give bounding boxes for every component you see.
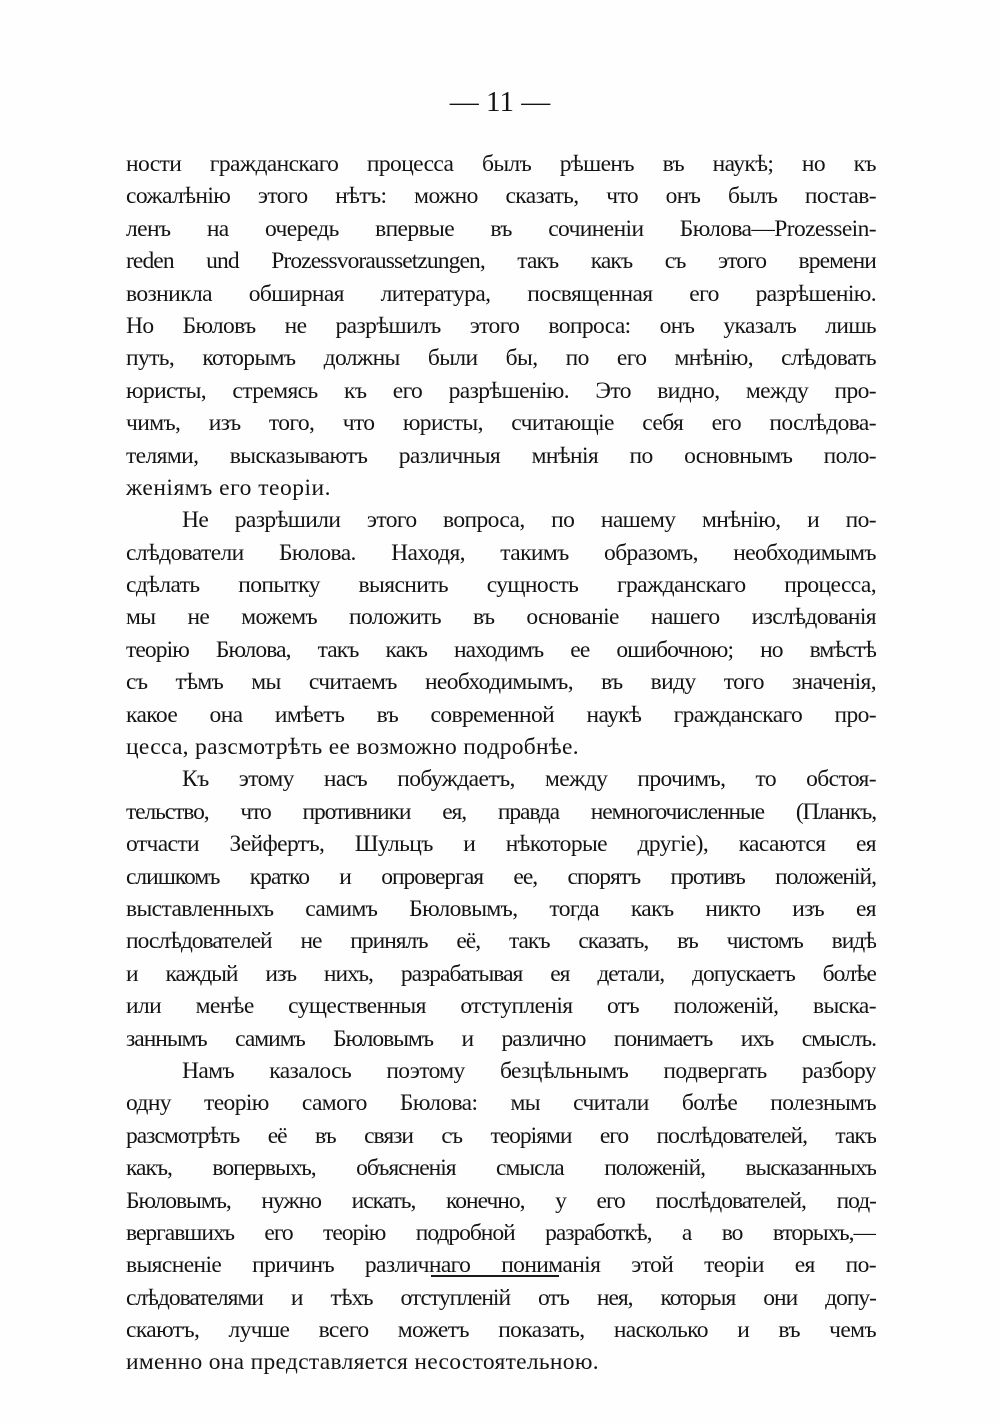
text-line: теорію Бюлова, такъ какъ находимъ ее ошибочною; но вмѣстѣ bbox=[126, 636, 876, 663]
text-line: слѣдователями и тѣхъ отступленій отъ нея, которыя они допу- bbox=[126, 1284, 876, 1311]
text-line: мы не можемъ положить въ основаніе нашего изслѣдованія bbox=[126, 604, 876, 631]
text-line: Не разрѣшили этого вопроса, по нашему мнѣнію, и по- bbox=[182, 507, 876, 534]
text-line: или менѣе существенныя отступленія отъ положеній, выска- bbox=[126, 993, 876, 1020]
text-line: и каждый изъ нихъ, разрабатывая ея детали, допускаетъ болѣе bbox=[126, 960, 876, 987]
paragraph-1 bbox=[126, 148, 876, 504]
paragraph-4 bbox=[126, 1055, 876, 1379]
text-line: выставленныхъ самимъ Бюловымъ, тогда какъ никто изъ ея bbox=[126, 895, 876, 922]
text-line: сдѣлать попытку выяснить сущность гражданскаго процесса, bbox=[126, 572, 876, 599]
text-line: Намъ казалось поэтому безцѣльнымъ подвергать разбору bbox=[182, 1057, 876, 1084]
text-line: Бюловымъ, нужно искать, конечно, у его послѣдователей, под- bbox=[126, 1187, 876, 1214]
text-line: послѣдователей не принялъ её, такъ сказать, въ чистомъ видѣ bbox=[126, 928, 876, 955]
section-divider bbox=[431, 1275, 559, 1277]
text-line: слѣдователи Бюлова. Находя, такимъ образомъ, необходимымъ bbox=[126, 539, 876, 566]
paragraph-3 bbox=[126, 763, 876, 1055]
text-line: выясненіе причинъ различнаго пониманія этой теоріи ея по- bbox=[126, 1252, 876, 1279]
text-line: какое она имѣетъ въ современной наукѣ гражданскаго про- bbox=[126, 701, 876, 728]
text-line: разсмотрѣть её въ связи съ теоріями его послѣдователей, такъ bbox=[126, 1122, 876, 1149]
text-line: какъ, вопервыхъ, объясненія смысла положеній, высказанныхъ bbox=[126, 1155, 876, 1182]
text-line: юристы, стремясь къ его разрѣшенію. Это видно, между про- bbox=[126, 377, 876, 404]
text-line: именно она представляется несостоятельною. bbox=[126, 1349, 599, 1376]
paragraph-2 bbox=[126, 504, 876, 763]
text-line: reden und Prozessvoraussetzungen, такъ какъ съ этого времени bbox=[126, 248, 876, 275]
text-line: чимъ, изъ того, что юристы, считающіе себя его послѣдова- bbox=[126, 410, 876, 437]
text-line: тельство, что противники ея, правда немногочисленные (Планкъ, bbox=[126, 798, 876, 825]
text-line: Но Бюловъ не разрѣшилъ этого вопроса: онъ указалъ лишь bbox=[126, 312, 876, 339]
body-text bbox=[126, 148, 876, 1379]
text-line: путь, которымъ должны были бы, по его мнѣнію, слѣдовать bbox=[126, 345, 876, 372]
page-number: — 11 — bbox=[449, 86, 551, 118]
text-line: телями, высказываютъ различныя мнѣнія по основнымъ поло- bbox=[126, 442, 876, 469]
text-line: съ тѣмъ мы считаемъ необходимымъ, въ виду того значенія, bbox=[126, 669, 876, 696]
text-line: одну теорію самого Бюлова: мы считали болѣе полезнымъ bbox=[126, 1090, 876, 1117]
text-line: сожалѣнію этого нѣтъ: можно сказать, что онъ былъ постав- bbox=[126, 183, 876, 210]
text-line: женіямъ его теоріи. bbox=[126, 474, 331, 501]
text-line: вергавшихъ его теорію подробной разработкѣ, а во вторыхъ,— bbox=[126, 1219, 876, 1246]
text-line: ности гражданскаго процесса былъ рѣшенъ въ наукѣ; но къ bbox=[126, 151, 876, 177]
text-line: Къ этому насъ побуждаетъ, между прочимъ, то обстоя- bbox=[182, 766, 876, 793]
text-line: слишкомъ кратко и опровергая ее, спорятъ противъ положеній, bbox=[126, 863, 876, 890]
text-line: скаютъ, лучше всего можетъ показать, насколько и въ чемъ bbox=[126, 1317, 876, 1344]
text-line: цесса, разсмотрѣть ее возможно подробнѣе. bbox=[126, 734, 579, 761]
text-line: возникла обширная литература, посвященная его разрѣшенію. bbox=[126, 280, 876, 307]
text-line: ленъ на очередь впервые въ сочиненіи Бюлова—Prozessein- bbox=[126, 215, 876, 242]
text-line: отчасти Зейфертъ, Шульцъ и нѣкоторые другіе), касаются ея bbox=[126, 831, 876, 858]
text-line: заннымъ самимъ Бюловымъ и различно понимаетъ ихъ смыслъ. bbox=[126, 1025, 876, 1052]
